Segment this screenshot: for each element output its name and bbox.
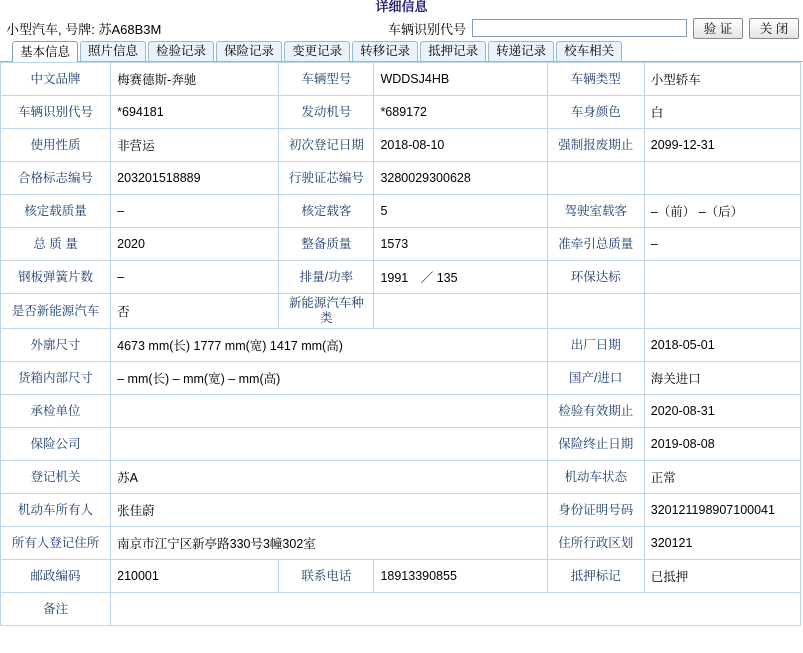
owner-label: 机动车所有人 [1, 494, 111, 527]
spring-count-label: 钢板弹簧片数 [1, 261, 111, 294]
insurance-company-label: 保险公司 [1, 428, 111, 461]
tab-insurance-records[interactable]: 保险记录 [216, 41, 282, 61]
tab-photo-info[interactable]: 照片信息 [80, 41, 146, 61]
dimension-value: 4673 mm(长) 1777 mm(宽) 1417 mm(高) [111, 329, 548, 362]
curb-mass-value: 1573 [374, 228, 547, 261]
tab-inspection-records[interactable]: 检验记录 [148, 41, 214, 61]
load-mass-value: – [111, 195, 279, 228]
inspect-valid-value: 2020-08-31 [644, 395, 800, 428]
owner-address-label: 所有人登记住所 [1, 527, 111, 560]
table-row [1, 129, 801, 162]
phone-label: 联系电话 [279, 560, 374, 593]
gross-mass-value: 2020 [111, 228, 279, 261]
emission-value [644, 261, 800, 294]
insurance-company-value [111, 428, 548, 461]
use-nature-label: 使用性质 [1, 129, 111, 162]
tab-bar [0, 40, 803, 62]
seats-label: 核定载客 [279, 195, 374, 228]
reg-authority-value: 苏A [111, 461, 548, 494]
postcode-label: 邮政编码 [1, 560, 111, 593]
gross-mass-label: 总 质 量 [1, 228, 111, 261]
engine-no-value: *689172 [374, 96, 547, 129]
inspect-unit-label: 承检单位 [1, 395, 111, 428]
cab-seats-front: –（前） [650, 205, 696, 219]
reg-authority-label: 登记机关 [1, 461, 111, 494]
table-row [1, 294, 801, 329]
vin-label: 车辆识别代号 [1, 96, 111, 129]
license-chip-value: 3280029300628 [374, 162, 547, 195]
mortgage-value: 已抵押 [644, 560, 800, 593]
vehicle-status-label: 机动车状态 [547, 461, 644, 494]
empty-value-1 [644, 162, 800, 195]
emission-label: 环保达标 [547, 261, 644, 294]
tow-mass-value: – [644, 228, 800, 261]
postcode-value: 210001 [111, 560, 279, 593]
new-energy-type-value [374, 294, 547, 329]
owner-value: 张佳蔚 [111, 494, 548, 527]
body-color-value: 白 [644, 96, 800, 129]
vehicle-detail-table [0, 62, 801, 626]
tab-basic-info[interactable]: 基本信息 [12, 41, 78, 62]
id-no-value: 320121198907100041 [644, 494, 800, 527]
table-row [1, 494, 801, 527]
verify-button[interactable]: 验 证 [693, 18, 743, 39]
address-region-value: 320121 [644, 527, 800, 560]
scrap-date-label: 强制报废期止 [547, 129, 644, 162]
tab-mortgage-records[interactable]: 抵押记录 [420, 41, 486, 61]
cab-seats-value [644, 195, 800, 228]
vehicle-type-value: 小型轿车 [644, 63, 800, 96]
model-label: 车辆型号 [279, 63, 374, 96]
origin-label: 国产/进口 [547, 362, 644, 395]
table-row [1, 527, 801, 560]
table-row [1, 162, 801, 195]
tab-change-records[interactable]: 变更记录 [284, 41, 350, 61]
spring-count-value: – [111, 261, 279, 294]
table-row [1, 63, 801, 96]
vin-value: *694181 [111, 96, 279, 129]
new-energy-label: 是否新能源汽车 [1, 294, 111, 329]
id-no-label: 身份证明号码 [547, 494, 644, 527]
table-row [1, 428, 801, 461]
vin-search-input[interactable] [472, 19, 687, 37]
table-row [1, 560, 801, 593]
plate-label: 小型汽车, 号牌: 苏A68B3M [6, 21, 162, 37]
inspect-valid-label: 检验有效期止 [547, 395, 644, 428]
engine-no-label: 发动机号 [279, 96, 374, 129]
use-nature-value: 非营运 [111, 129, 279, 162]
table-row [1, 261, 801, 294]
model-value: WDDSJ4HB [374, 63, 547, 96]
phone-value: 18913390855 [374, 560, 547, 593]
empty-label-1 [547, 162, 644, 195]
owner-address-value: 南京市江宁区新亭路330号3幢302室 [111, 527, 548, 560]
body-color-label: 车身颜色 [547, 96, 644, 129]
remark-value [111, 593, 801, 626]
mortgage-label: 抵押标记 [547, 560, 644, 593]
table-row [1, 329, 801, 362]
empty-label-2 [547, 294, 644, 329]
brand-cn-label: 中文品牌 [1, 63, 111, 96]
first-reg-value: 2018-08-10 [374, 129, 547, 162]
brand-cn-value: 梅赛德斯-奔驰 [111, 63, 279, 96]
license-chip-label: 行驶证芯编号 [279, 162, 374, 195]
new-energy-type-label: 新能源汽车种类 [279, 294, 374, 329]
vehicle-status-value: 正常 [644, 461, 800, 494]
load-mass-label: 核定载质量 [1, 195, 111, 228]
table-row [1, 593, 801, 626]
table-row [1, 96, 801, 129]
tow-mass-label: 准牵引总质量 [547, 228, 644, 261]
tab-delivery-records[interactable]: 转递记录 [488, 41, 554, 61]
scrap-date-value: 2099-12-31 [644, 129, 800, 162]
toolbar [0, 14, 803, 40]
dimension-label: 外廓尺寸 [1, 329, 111, 362]
new-energy-value: 否 [111, 294, 279, 329]
cert-no-label: 合格标志编号 [1, 162, 111, 195]
insurance-end-value: 2019-08-08 [644, 428, 800, 461]
close-button[interactable]: 关 闭 [749, 18, 799, 39]
cert-no-value: 203201518889 [111, 162, 279, 195]
displacement-label: 排量/功率 [279, 261, 374, 294]
window-title: 详细信息 [375, 0, 428, 14]
remark-label: 备注 [1, 593, 111, 626]
cargo-dimension-value: – mm(长) – mm(宽) – mm(高) [111, 362, 548, 395]
first-reg-label: 初次登记日期 [279, 129, 374, 162]
seats-value: 5 [374, 195, 547, 228]
address-region-label: 住所行政区划 [547, 527, 644, 560]
empty-value-2 [644, 294, 800, 329]
table-row [1, 362, 801, 395]
curb-mass-label: 整备质量 [279, 228, 374, 261]
factory-date-value: 2018-05-01 [644, 329, 800, 362]
cargo-dimension-label: 货箱内部尺寸 [1, 362, 111, 395]
displacement-value: 1991 ／ 135 [374, 261, 547, 294]
table-row [1, 228, 801, 261]
inspect-unit-value [111, 395, 548, 428]
vin-search-label: 车辆识别代号 [387, 21, 466, 37]
table-row [1, 395, 801, 428]
origin-value: 海关进口 [644, 362, 800, 395]
table-row [1, 461, 801, 494]
cab-seats-label: 驾驶室载客 [547, 195, 644, 228]
factory-date-label: 出厂日期 [547, 329, 644, 362]
cab-seats-rear: –（后） [698, 205, 744, 219]
vehicle-type-label: 车辆类型 [547, 63, 644, 96]
tab-transfer-records[interactable]: 转移记录 [352, 41, 418, 61]
insurance-end-label: 保险终止日期 [547, 428, 644, 461]
tab-school-bus[interactable]: 校车相关 [556, 41, 622, 61]
table-row [1, 195, 801, 228]
